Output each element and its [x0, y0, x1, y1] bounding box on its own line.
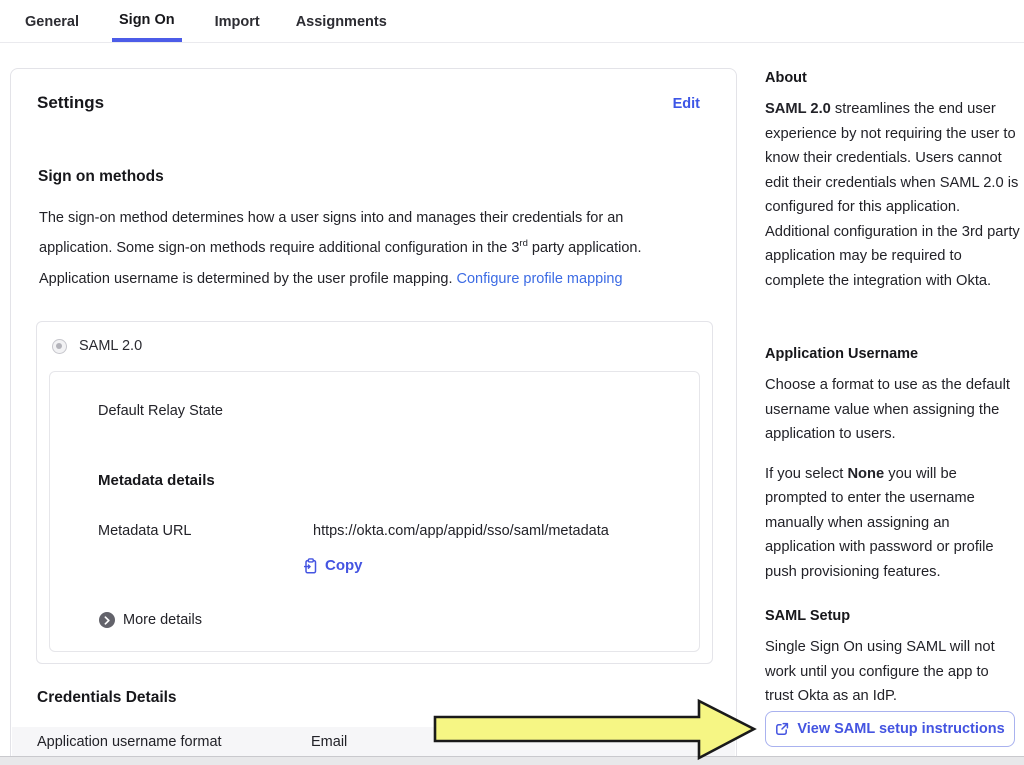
saml-setup-section [765, 608, 1021, 724]
tab-sign-on[interactable]: Sign On [112, 0, 182, 42]
about-body-text: streamlines the end user experience by not requiring the user to know their credentials. Users cannot edit their credentials when SAML 2.0 is configured for this application. Additional configuration in the 3rd party application may be required to complete the integration with Okta. [765, 101, 1020, 289]
chevron-right-circle-icon [99, 612, 115, 628]
sign-on-methods-description [39, 206, 684, 261]
settings-panel [10, 68, 737, 765]
para2-post: you will be prompted to enter the username manually when assigning an application with password or profile push provisioning features. [765, 465, 994, 580]
external-link-icon [775, 722, 789, 736]
metadata-url-label: Metadata URL [98, 523, 192, 539]
application-username-section [765, 346, 1021, 599]
about-body [765, 97, 1021, 293]
saml-setup-button-label: View SAML setup instructions [797, 721, 1005, 737]
saml-method-card [36, 321, 713, 664]
application-username-heading: Application Username [765, 346, 919, 362]
saml-setup-body: Single Sign On using SAML will not work until you configure the app to trust Okta as an IdP. [765, 639, 995, 704]
credentials-details-heading: Credentials Details [37, 689, 177, 706]
copy-label: Copy [325, 557, 363, 574]
tab-assignments[interactable]: Assignments [295, 14, 387, 30]
metadata-details-heading: Metadata details [98, 472, 215, 489]
credentials-table-row [12, 727, 735, 757]
description-text-1: The sign-on method determines how a user signs into and manages their credentials for an application. Some sign-on methods require additional configuration in the 3 [39, 210, 624, 256]
edit-button[interactable]: Edit [672, 96, 700, 112]
about-bold-lead: SAML 2.0 [765, 101, 831, 117]
radio-dot [56, 343, 62, 349]
tab-general[interactable]: General [25, 14, 79, 30]
saml-method-label: SAML 2.0 [79, 338, 143, 354]
bottom-cutoff-band [0, 756, 1024, 765]
app-tab-bar [0, 0, 1024, 43]
application-username-format-value: Email [311, 734, 348, 750]
about-section [765, 70, 1021, 308]
copy-metadata-url-button[interactable] [303, 557, 363, 574]
description-text-2: party application. [527, 239, 642, 256]
configure-profile-mapping-link[interactable]: Configure profile mapping [456, 271, 623, 287]
metadata-url-value: https://okta.com/app/appid/sso/saml/metadata [313, 523, 609, 539]
application-username-para1: Choose a format to use as the default username value when assigning the application to users. [765, 377, 1010, 442]
clipboard-copy-icon [303, 558, 318, 574]
metadata-url-row [98, 523, 609, 539]
tab-import[interactable]: Import [214, 14, 260, 30]
sign-on-methods-heading: Sign on methods [38, 168, 164, 185]
description-superscript: rd [519, 238, 528, 249]
application-username-format-label: Application username format [37, 734, 222, 750]
username-note-text: Application username is determined by the user profile mapping. [39, 271, 457, 287]
view-saml-setup-instructions-button[interactable] [765, 711, 1015, 747]
more-details-toggle[interactable] [99, 612, 202, 628]
username-mapping-note [39, 267, 684, 292]
default-relay-state-label: Default Relay State [98, 403, 223, 419]
application-username-para2 [765, 462, 1021, 585]
settings-title: Settings [37, 93, 105, 112]
radio-selected-icon[interactable] [52, 339, 67, 354]
saml-setup-heading: SAML Setup [765, 608, 851, 624]
about-heading: About [765, 70, 807, 86]
more-details-label: More details [123, 612, 202, 628]
saml-details-box [49, 371, 700, 652]
para2-bold-none: None [847, 465, 885, 482]
para2-pre: If you select [765, 465, 848, 482]
saml-radio-row[interactable] [52, 338, 142, 354]
